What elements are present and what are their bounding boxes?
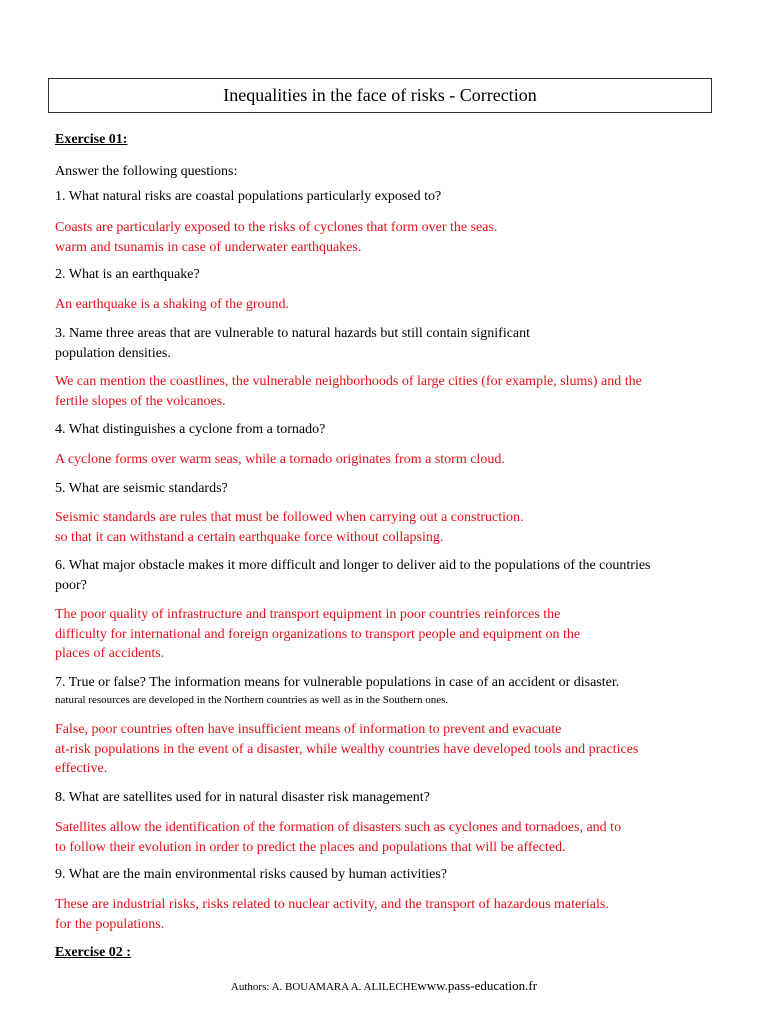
- answer-line: False, poor countries often have insufficient means of information to prevent and evacuate: [55, 722, 562, 737]
- answer-line: at-risk populations in the event of a disaster, while wealthy countries have developed tools and practices: [55, 741, 639, 757]
- exercise-01-heading: [55, 132, 715, 148]
- answer-line: warm and tsunamis in case of underwater earthquakes.: [55, 239, 362, 255]
- answer-line: for the populations.: [55, 916, 165, 932]
- question-line: 6. What major obstacle makes it more difficult and longer to deliver aid to the populations of the countries: [55, 558, 651, 573]
- question-5: 5. What are seismic standards?: [55, 481, 228, 496]
- question-1: 1. What natural risks are coastal populations particularly exposed to?: [55, 189, 442, 204]
- answer-line: places of accidents.: [55, 646, 165, 661]
- question-9: 9. What are the main environmental risks caused by human activities?: [55, 867, 448, 882]
- exercise-heading-text: Exercise 01:: [55, 132, 128, 147]
- answer-line: Seismic standards are rules that must be followed when carrying out a construction.: [55, 510, 524, 525]
- answer-6: [55, 605, 715, 664]
- answer-7: [55, 720, 715, 779]
- footer-website: www.pass-education.fr: [417, 978, 538, 993]
- page-title: Inequalities in the face of risks - Correction: [48, 78, 712, 113]
- answer-line: Coasts are particularly exposed to the risks of cyclones that form over the seas.: [55, 220, 498, 235]
- question-3: [55, 324, 715, 364]
- answer-3: [55, 372, 715, 411]
- answer-line: fertile slopes of the volcanoes.: [55, 393, 226, 409]
- answer-9: [55, 895, 715, 934]
- answer-line: The poor quality of infrastructure and transport equipment in poor countries reinforces the: [55, 607, 561, 622]
- answer-line: These are industrial risks, risks related to nuclear activity, and the transport of hazardous materials.: [55, 897, 609, 912]
- exercise-heading-text: Exercise 02 :: [55, 945, 131, 960]
- question-2: 2. What is an earthquake?: [55, 267, 200, 282]
- question-4: 4. What distinguishes a cyclone from a tornado?: [55, 422, 326, 437]
- answer-line: so that it can withstand a certain earthquake force without collapsing.: [55, 529, 444, 545]
- answer-5: [55, 508, 715, 547]
- question-line: population densities.: [55, 346, 171, 361]
- exercise-02-heading: [55, 945, 715, 961]
- answer-2: An earthquake is a shaking of the ground.: [55, 297, 290, 312]
- exercise-intro: Answer the following questions:: [55, 164, 238, 179]
- question-line: 3. Name three areas that are vulnerable to natural hazards but still contain significant: [55, 326, 531, 341]
- question-8: 8. What are satellites used for in natural disaster risk management?: [55, 790, 430, 805]
- answer-line: Satellites allow the identification of the formation of disasters such as cyclones and tornadoes, and to: [55, 820, 622, 835]
- answer-line: We can mention the coastlines, the vulnerable neighborhoods of large cities (for example, slums) and the: [55, 374, 642, 389]
- question-7: [55, 673, 715, 707]
- question-line: 7. True or false? The information means for vulnerable populations in case of an accident or disaster.: [55, 675, 620, 690]
- answer-4: A cyclone forms over warm seas, while a tornado originates from a storm cloud.: [55, 452, 505, 467]
- answer-8: [55, 818, 715, 857]
- answer-1: [55, 218, 715, 257]
- question-line: natural resources are developed in the Northern countries as well as in the Southern ones.: [55, 694, 449, 706]
- answer-line: effective.: [55, 761, 108, 776]
- footer-authors: Authors: A. BOUAMARA A. ALILECHE: [230, 981, 418, 993]
- answer-line: difficulty for international and foreign organizations to transport people and equipment on the: [55, 626, 581, 642]
- page-footer: [0, 978, 768, 994]
- answer-line: to follow their evolution in order to predict the places and populations that will be affected.: [55, 839, 566, 855]
- question-line: poor?: [55, 578, 87, 593]
- question-6: [55, 556, 715, 596]
